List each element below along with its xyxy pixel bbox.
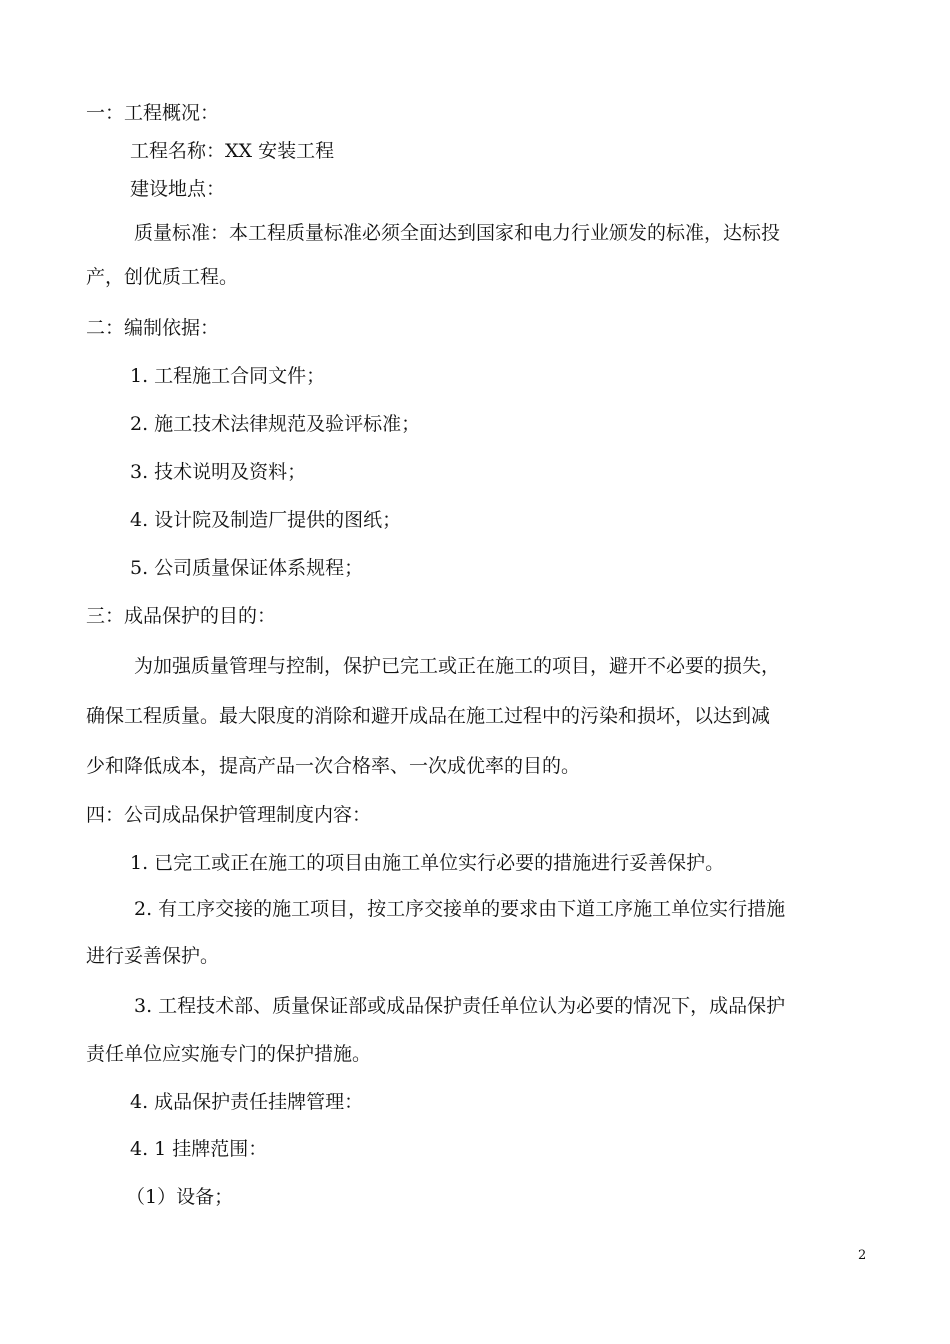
basis-item-2: 2. 施工技术法律规范及验评标准； (130, 413, 421, 435)
section-heading-1: 一：工程概况： (86, 102, 220, 124)
rule-item-3-cont: 责任单位应实施专门的保护措施。 (86, 1043, 372, 1065)
basis-item-1: 1. 工程施工合同文件； (130, 365, 326, 387)
quality-standard-line: 质量标准：本工程质量标准必须全面达到国家和电力行业颁发的标准，达标投 (134, 222, 781, 244)
basis-item-5: 5. 公司质量保证体系规程； (130, 557, 364, 579)
rule-item-4: 4. 成品保护责任挂牌管理： (130, 1091, 364, 1113)
scope-item-1: （1）设备； (126, 1186, 234, 1208)
page-number: 2 (858, 1248, 867, 1263)
quality-standard-line-cont: 产，创优质工程。 (86, 266, 239, 288)
basis-item-4: 4. 设计院及制造厂提供的图纸； (130, 509, 402, 531)
purpose-paragraph-line-2: 确保工程质量。最大限度的消除和避开成品在施工过程中的污染和损坏，以达到减 (86, 705, 771, 727)
section-heading-2: 二：编制依据： (86, 317, 220, 339)
construction-site-line: 建设地点： (130, 178, 226, 200)
purpose-paragraph-line-1: 为加强质量管理与控制，保护已完工或正在施工的项目，避开不必要的损失， (134, 655, 781, 677)
basis-item-3: 3. 技术说明及资料； (130, 461, 307, 483)
purpose-paragraph-line-3: 少和降低成本，提高产品一次合格率、一次成优率的目的。 (86, 755, 581, 777)
rule-item-1: 1. 已完工或正在施工的项目由施工单位实行必要的措施进行妥善保护。 (130, 852, 725, 874)
section-heading-4: 四：公司成品保护管理制度内容： (86, 804, 372, 826)
rule-item-3: 3. 工程技术部、质量保证部或成品保护责任单位认为必要的情况下，成品保护 (134, 995, 786, 1017)
rule-item-4-1: 4. 1 挂牌范围： (130, 1138, 268, 1160)
section-heading-3: 三：成品保护的目的： (86, 605, 277, 627)
rule-item-2-cont: 进行妥善保护。 (86, 945, 220, 967)
rule-item-2: 2. 有工序交接的施工项目，按工序交接单的要求由下道工序施工单位实行措施 (134, 898, 786, 920)
project-name-line: 工程名称：XX 安装工程 (130, 140, 335, 162)
